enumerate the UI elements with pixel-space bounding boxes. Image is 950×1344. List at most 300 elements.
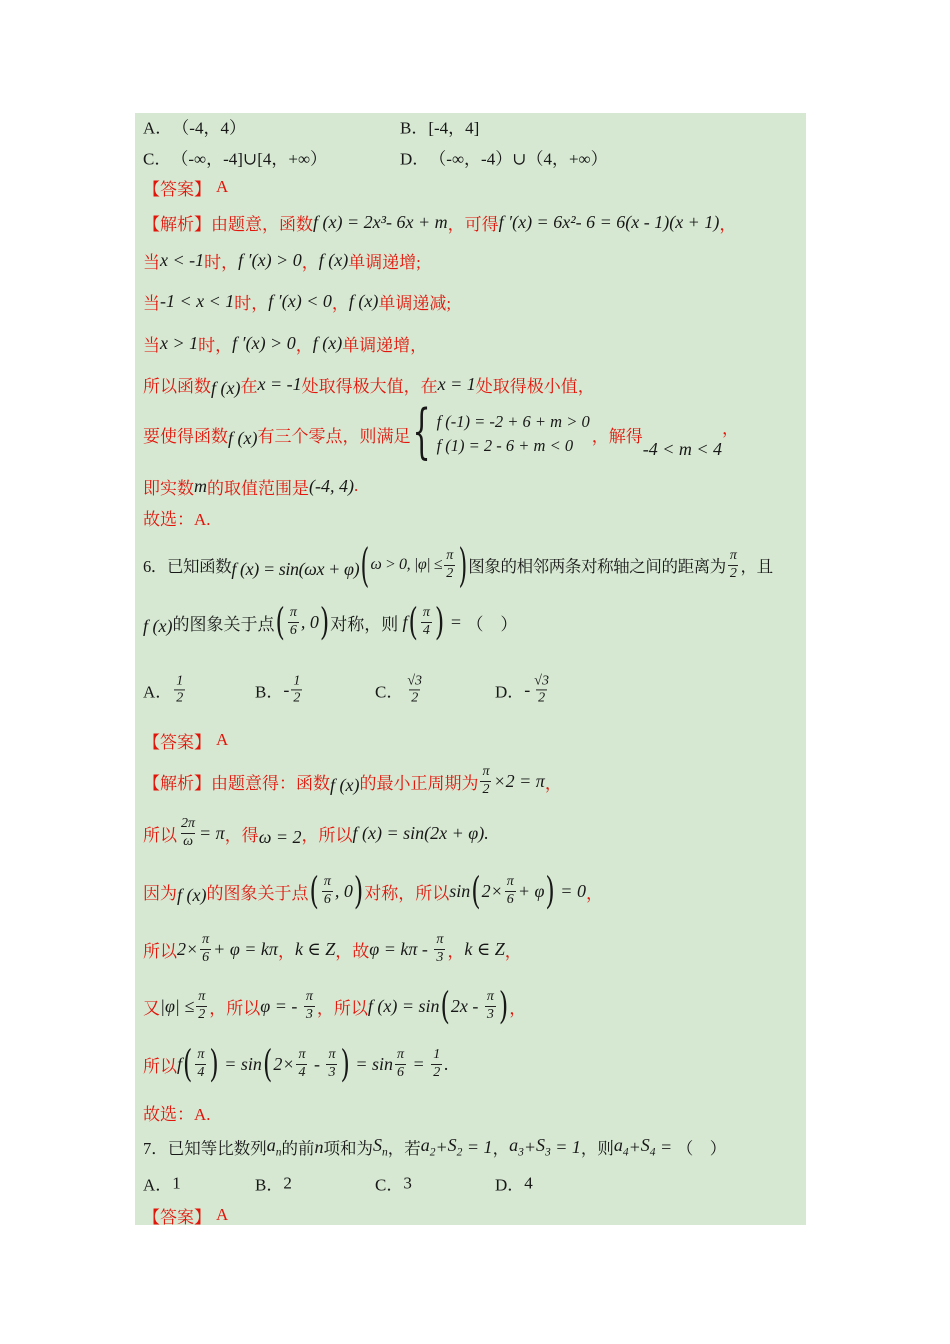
text-run: 已知等比数列 (167, 1139, 267, 1158)
fraction (322, 874, 333, 907)
text-run: ，所以 (316, 998, 368, 1018)
text-run: 对称，则 (330, 614, 403, 634)
q5-option-c-value: （-∞，-4]∪[4，+∞） (171, 149, 328, 169)
left-paren-icon: ( (471, 869, 481, 913)
math-run: 2× (177, 938, 199, 959)
point-group (308, 869, 364, 913)
text-run: 时， (204, 252, 239, 272)
right-paren-icon: ) (340, 1042, 350, 1086)
fraction (196, 989, 207, 1022)
q5-answer-line (143, 174, 228, 200)
numerator: √3 (534, 673, 549, 689)
math-run: n (314, 1136, 324, 1157)
fraction (395, 1047, 406, 1080)
system-equations (437, 412, 590, 456)
math-run: f (x) = sin(ωx + φ) (231, 558, 360, 579)
numerator: π (289, 605, 297, 621)
subscript: 4 (622, 1146, 629, 1159)
denominator: 2 (433, 1064, 441, 1080)
fraction (434, 932, 445, 965)
q7-options-row (143, 1170, 798, 1196)
numerator: √3 (407, 673, 423, 689)
math-run: = 0 (555, 880, 586, 901)
q5-options-row-1 (143, 113, 798, 139)
denominator: ω (183, 833, 193, 849)
denominator: 3 (328, 1064, 336, 1080)
numerator: π (729, 548, 737, 564)
math-run: = sin (350, 1053, 394, 1074)
q6-option-c-label: C． (375, 682, 404, 702)
numerator: π (323, 874, 331, 890)
math-run: f (x) (228, 427, 258, 448)
numerator: π (486, 989, 494, 1005)
numerator: π (482, 764, 490, 780)
fraction (200, 932, 211, 965)
math-run: -4 < m < 4 (642, 438, 723, 459)
numerator: π (422, 605, 430, 621)
q6-stem-line-1 (143, 540, 773, 590)
math-run: = π (199, 822, 225, 843)
math-run: 2× (481, 880, 503, 901)
numerator: π (305, 989, 313, 1005)
question-number: 7． (143, 1139, 168, 1158)
text-run: （ ） (676, 1139, 727, 1158)
subscripted-var (267, 1135, 282, 1159)
subscripted-var (509, 1135, 524, 1159)
left-paren-icon: ( (440, 984, 450, 1028)
subscript: 2 (456, 1146, 463, 1159)
text-run: 故选：A. (143, 509, 211, 529)
math-run: f (x) (318, 249, 349, 270)
math-run: x < -1 (160, 249, 205, 270)
denominator: 6 (506, 891, 514, 907)
math-run: φ = - (260, 995, 302, 1016)
q7-option-b (255, 1171, 292, 1196)
left-paren-icon: ( (183, 1042, 193, 1086)
text-run: ， (295, 335, 313, 355)
math-run: k ∈ Z (294, 938, 336, 959)
q7-option-d-value: 4 (524, 1173, 533, 1192)
fraction (421, 605, 432, 638)
q7-option-b-value: 2 (283, 1173, 292, 1192)
q5-option-c (143, 145, 327, 170)
denominator: 4 (197, 1064, 205, 1080)
fraction (728, 548, 739, 581)
text-run: 又 (143, 998, 160, 1018)
text-run: 因为 (143, 883, 177, 903)
q7-option-c (375, 1171, 412, 1196)
q5-option-d (400, 145, 608, 170)
math-run: f ′(x) = 6x²- 6 = 6(x - 1)(x + 1) (498, 211, 720, 232)
math-run: x = -1 (257, 373, 302, 394)
math-run: f (x) = sin (367, 995, 440, 1016)
text-run: 【解析】由题意，函数 (143, 214, 313, 234)
plus-sign: + (435, 1136, 448, 1157)
q5-option-d-label: D． (400, 149, 430, 169)
math-run: f (x) (177, 884, 207, 905)
q5-option-d-value: （-∞，-4）∪（4，+∞） (429, 149, 608, 169)
text-run: ， (331, 293, 349, 313)
math-run: - (309, 1053, 325, 1074)
denominator: 2 (729, 565, 737, 581)
fraction (296, 1047, 307, 1080)
subscript: n (275, 1146, 282, 1159)
text-run: ， (509, 998, 527, 1018)
math-run: S (640, 1135, 650, 1156)
q5-conclusion-line (143, 504, 211, 530)
text-run: ， (504, 941, 522, 961)
plus-sign: + (523, 1136, 536, 1157)
right-paren-icon: ) (353, 869, 364, 913)
numerator: π (506, 874, 514, 890)
math-run: a (420, 1135, 430, 1156)
math-run: k ∈ Z (464, 938, 505, 959)
math-run: x = 1 (437, 373, 476, 394)
q5-solution-line-3 (143, 288, 451, 314)
condition-group (359, 538, 468, 592)
math-run: , 0 (300, 611, 319, 632)
math-run: f ′(x) > 0 (238, 249, 302, 270)
q7-option-c-value: 3 (403, 1173, 412, 1192)
answer-value: A (216, 1205, 229, 1224)
q6-answer-line (143, 727, 228, 753)
q7-option-d-label: D． (495, 1175, 525, 1195)
denominator: 4 (422, 622, 430, 638)
text-run: 处取得极小值， (475, 376, 595, 396)
subscripted-var (641, 1135, 656, 1159)
fraction (431, 1047, 442, 1080)
right-paren-icon: ) (209, 1042, 219, 1086)
text-run: ， (447, 941, 465, 961)
denominator: 2 (446, 565, 453, 581)
left-paren-icon: ( (262, 1042, 273, 1086)
q6-solution-line-3 (143, 867, 603, 915)
math-run: f (x) (312, 332, 343, 353)
text-run: 当 (143, 252, 160, 272)
q6-option-c (375, 673, 426, 706)
numerator: π (436, 932, 444, 948)
math-run: f ′(x) < 0 (268, 290, 332, 311)
text-run: ，故 (335, 941, 370, 961)
denominator: 4 (298, 1064, 306, 1080)
q5-option-b-label: B． (400, 118, 429, 138)
denominator: 2 (293, 690, 301, 706)
text-run: ，可得 (447, 214, 499, 234)
text-run: 的图象关于点 (172, 614, 275, 634)
subscripted-var (373, 1135, 388, 1159)
q5-solution-line-7 (143, 473, 358, 499)
math-run: f (x) = sin(2x + φ). (352, 822, 489, 843)
numerator: π (397, 1047, 405, 1063)
math-run: f (402, 611, 408, 632)
text-run: 所以函数 (143, 376, 211, 396)
q5-option-c-label: C． (143, 149, 172, 169)
left-paren-icon: ( (408, 600, 418, 644)
q6-option-a (143, 673, 187, 706)
text-run: （ ） (466, 614, 518, 634)
minus-sign: - (283, 679, 290, 700)
q6-stem-line-2 (143, 599, 517, 645)
fraction (405, 673, 424, 706)
fraction (195, 1047, 206, 1080)
text-run: 在 (240, 376, 258, 396)
text-run: . (353, 476, 359, 495)
denominator: 3 (486, 1006, 494, 1022)
q6-option-b-label: B． (255, 682, 284, 702)
content-block (135, 113, 806, 1225)
denominator: 6 (202, 949, 210, 965)
math-run: , 0 (334, 880, 353, 901)
math-run: S (535, 1135, 545, 1156)
right-paren-icon: ) (434, 600, 445, 644)
q5-option-a (143, 114, 246, 139)
q6-option-d (495, 673, 553, 706)
math-run: a (509, 1135, 519, 1156)
denominator: 6 (397, 1064, 405, 1080)
fraction (291, 673, 302, 706)
denominator: 2 (538, 690, 546, 706)
q5-solution-line-1 (143, 209, 736, 235)
text-run: ， (585, 883, 603, 903)
math-run: a (613, 1135, 623, 1156)
text-run: 单调递增; (348, 252, 421, 272)
fraction (288, 605, 299, 638)
q7-option-a-value: 1 (172, 1173, 181, 1192)
fraction (174, 673, 185, 706)
plus-sign: + (628, 1136, 641, 1157)
text-run: ， (277, 941, 295, 961)
numerator: π (197, 1047, 205, 1063)
text-run: 已知函数 (166, 557, 232, 576)
math-run: 2x - (450, 995, 483, 1016)
math-run: S (447, 1135, 457, 1156)
subscripted-var (448, 1135, 463, 1159)
fraction (326, 1047, 337, 1080)
math-run: a (266, 1135, 276, 1156)
q6-solution-line-5 (143, 982, 526, 1030)
numerator: 1 (293, 673, 301, 689)
q6-option-a-label: A． (143, 682, 173, 702)
math-run: = sin (219, 1053, 262, 1074)
math-run: f ′(x) > 0 (232, 332, 296, 353)
text-run: 即实数 (143, 478, 194, 498)
left-paren-icon: ( (275, 600, 285, 644)
fraction (480, 764, 491, 797)
text-run: 时， (198, 335, 233, 355)
q6-option-d-label: D． (495, 682, 525, 702)
answer-label: 【答案】 (143, 179, 211, 199)
denominator: 6 (323, 891, 331, 907)
q5-solution-line-6 (143, 398, 740, 468)
math-run: sin (449, 880, 471, 901)
text-run: 处取得极大值，在 (301, 376, 438, 396)
math-run: x > 1 (160, 332, 199, 353)
math-run: f (x) (211, 377, 241, 398)
text-run: ，所以 (209, 998, 261, 1018)
answer-value: A (216, 177, 229, 196)
q5-option-b-value: [-4，4] (428, 118, 480, 138)
text-run: ， (492, 1139, 510, 1158)
right-paren-icon: ) (458, 538, 467, 592)
text-run: ，且 (740, 557, 773, 576)
denominator: 2 (482, 781, 490, 797)
text-run: 故选：A. (143, 1104, 211, 1124)
math-run: ×2 = π (493, 770, 545, 791)
text-run: 单调递增， (342, 335, 428, 355)
answer-label: 【答案】 (143, 1207, 211, 1227)
q6-solution-line-1 (143, 760, 562, 802)
q5-options-row-2 (143, 144, 798, 170)
math-run: f (177, 1053, 183, 1074)
math-run: f (x) = 2x³- 6x + m (313, 211, 448, 232)
text-run: ，得 (224, 825, 259, 845)
q7-stem-line (143, 1134, 726, 1160)
text-run: ， (719, 214, 737, 234)
q5-option-a-value: （-4，4） (172, 118, 246, 138)
text-run: 所以 (143, 825, 177, 845)
subscripted-var (614, 1135, 629, 1159)
q5-option-b (400, 114, 479, 139)
equation-system (412, 398, 590, 468)
text-run: 的图象关于点 (206, 883, 309, 903)
text-run: ，所以 (301, 825, 353, 845)
fraction (444, 548, 455, 581)
math-run: φ = kπ - (369, 938, 433, 959)
math-run: + φ = kπ (213, 938, 278, 959)
math-run: = (408, 1053, 430, 1074)
q7-answer-line (143, 1202, 228, 1228)
left-paren-icon: ( (360, 538, 370, 592)
math-run: 2× (273, 1053, 295, 1074)
subscript: 2 (429, 1146, 436, 1159)
math-run: -1 < x < 1 (160, 290, 235, 311)
denominator: 6 (289, 622, 297, 638)
subscript: 3 (544, 1146, 551, 1159)
q5-option-a-label: A． (143, 118, 173, 138)
denominator: 2 (176, 690, 184, 706)
text-run: 要使得函数 (143, 426, 228, 446)
text-run: ，解得 (591, 426, 643, 446)
right-paren-icon: ) (545, 869, 555, 913)
fraction (505, 874, 516, 907)
text-run: ， (722, 418, 740, 438)
math-run: + φ (517, 880, 545, 901)
q7-option-b-label: B． (255, 1175, 284, 1195)
numerator: 1 (433, 1047, 441, 1063)
q7-option-a (143, 1171, 181, 1196)
text-run: 的取值范围是 (207, 478, 309, 498)
text-run: 有三个零点，则满足 (257, 426, 411, 446)
text-run: 图象的相邻两条对称轴之间的距离为 (468, 557, 726, 576)
argument-group (182, 1042, 220, 1086)
math-run: f (x) (143, 615, 173, 636)
answer-label: 【答案】 (143, 732, 211, 752)
math-run: m (194, 475, 207, 496)
denominator: 2 (198, 1006, 206, 1022)
text-run: 对称，所以 (364, 883, 450, 903)
denominator: 3 (305, 1006, 313, 1022)
math-run: S (373, 1135, 382, 1156)
text-run: 所以 (143, 1056, 177, 1076)
text-run: 当 (143, 335, 160, 355)
text-run: 单调递减; (378, 293, 452, 313)
subscript: 3 (518, 1146, 524, 1159)
math-run: = 1 (550, 1136, 581, 1157)
math-run: = (445, 611, 467, 632)
math-run: f (x) (330, 774, 360, 795)
math-run: f (x) (348, 290, 379, 311)
q6-solution-line-4 (143, 927, 522, 971)
q6-solution-line-6 (143, 1039, 449, 1089)
q6-options-row (143, 667, 798, 713)
text-run: 的前 (281, 1139, 315, 1158)
math-run: (-4, 4) (309, 475, 354, 496)
text-run: ，则 (580, 1139, 614, 1158)
numerator: 1 (176, 673, 184, 689)
q6-option-b (255, 673, 304, 706)
fraction (304, 989, 315, 1022)
math-run: ω > 0, |φ| ≤ (370, 556, 443, 573)
right-paren-icon: ) (498, 984, 509, 1028)
text-run: ， (301, 252, 319, 272)
math-run: ω = 2 (258, 826, 302, 847)
fraction (179, 816, 197, 849)
math-run: = (655, 1136, 677, 1157)
math-run: = 1 (462, 1136, 493, 1157)
math-run: f (-1) = -2 + 6 + m > 0 (436, 412, 590, 431)
denominator: 2 (411, 690, 419, 706)
point-group (274, 600, 330, 644)
answer-value: A (216, 730, 229, 749)
math-run: f (1) = 2 - 6 + m < 0 (436, 436, 574, 455)
fraction (532, 673, 551, 706)
text-run: 的最小正周期为 (359, 773, 479, 793)
q6-conclusion-line (143, 1099, 211, 1125)
math-run: |φ| ≤ (160, 995, 195, 1016)
fraction (485, 989, 496, 1022)
denominator: 3 (436, 949, 444, 965)
question-number: 6． (143, 557, 167, 576)
q6-solution-line-2 (143, 811, 489, 855)
subscripted-var (536, 1135, 551, 1159)
text-run: 所以 (143, 941, 177, 961)
text-run: ，若 (387, 1139, 421, 1158)
numerator: π (328, 1047, 336, 1063)
q7-option-a-label: A． (143, 1175, 173, 1195)
subscript: n (382, 1146, 388, 1159)
q5-solution-line-2 (143, 247, 421, 273)
argument-group (440, 984, 510, 1028)
subscripted-var (421, 1135, 436, 1159)
argument-group (470, 869, 556, 913)
text-run: 当 (143, 293, 160, 313)
numerator: π (198, 989, 206, 1005)
argument-group (408, 600, 446, 644)
numerator: 2π (181, 816, 196, 832)
text-run: 【解析】由题意得：函数 (143, 773, 330, 793)
text-run: 时， (234, 293, 269, 313)
q7-option-d (495, 1171, 533, 1196)
q7-option-c-label: C． (375, 1175, 404, 1195)
subscript: 4 (649, 1146, 656, 1159)
text-run: ， (544, 773, 562, 793)
right-paren-icon: ) (319, 600, 330, 644)
numerator: π (298, 1047, 306, 1063)
q5-solution-line-4 (143, 330, 427, 356)
numerator: π (446, 548, 453, 564)
argument-group (262, 1042, 351, 1086)
brace-icon: { (412, 398, 432, 468)
